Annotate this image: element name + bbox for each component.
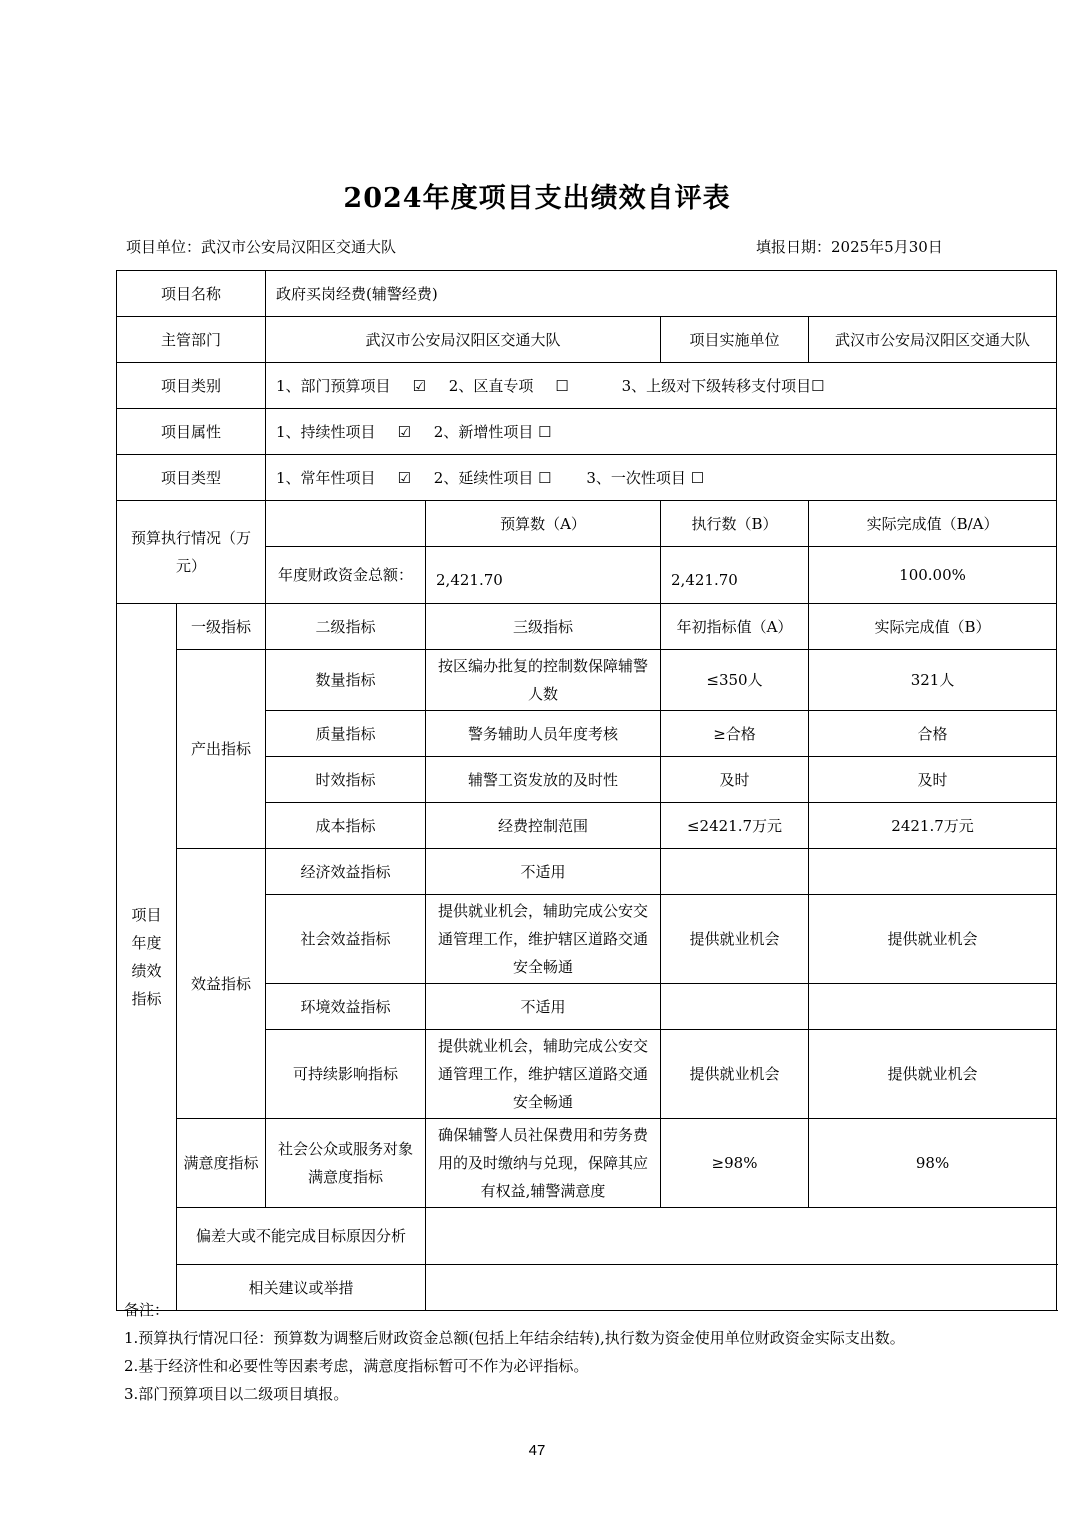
notes-section [124, 1296, 905, 1408]
table-row [117, 849, 1057, 895]
table-row [117, 1119, 1057, 1208]
checkbox-checked-icon: ☑ [412, 376, 427, 395]
actual-cell: 提供就业机会 [809, 1030, 1057, 1119]
attribute-opt2: 2、新增性项目 [433, 422, 534, 441]
indicator-side-label: 项目年度绩效指标 [117, 604, 177, 1311]
level2-cell: 时效指标 [266, 757, 426, 803]
impl-unit-label: 项目实施单位 [661, 317, 809, 363]
level3-cell: 不适用 [426, 849, 661, 895]
level2-cell: 数量指标 [266, 650, 426, 711]
budget-col-header: 预算数（A） [426, 501, 661, 547]
exec-value-cell [661, 547, 809, 604]
report-date-label: 填报日期：2025年5月30日 [756, 238, 943, 256]
rate-col-header: 实际完成值（B/A） [809, 501, 1057, 547]
dept-value: 武汉市公安局汉阳区交通大队 [266, 317, 661, 363]
type-opt1: 1、常年性项目 [276, 468, 376, 487]
type-label: 项目类型 [117, 455, 266, 501]
level2-header: 二级指标 [266, 604, 426, 650]
dept-row [117, 317, 1057, 363]
rate-value: 100.00% [809, 547, 1057, 604]
output-indicator-label: 产出指标 [177, 650, 266, 849]
attribute-row [117, 409, 1057, 455]
level3-cell: 经费控制范围 [426, 803, 661, 849]
benefit-indicator-label: 效益指标 [177, 849, 266, 1119]
level3-header: 三级指标 [426, 604, 661, 650]
budget-value-cell [426, 547, 661, 604]
actual-cell: 提供就业机会 [809, 895, 1057, 984]
actual-cell [809, 849, 1057, 895]
checkbox-checked-icon: ☑ [397, 468, 412, 487]
type-row [117, 455, 1057, 501]
exec-col-header: 执行数（B） [661, 501, 809, 547]
checkbox-checked-icon: ☑ [397, 422, 412, 441]
category-row [117, 363, 1057, 409]
target-cell: 及时 [661, 757, 809, 803]
target-header: 年初指标值（A） [661, 604, 809, 650]
type-opt2: 2、延续性项目 [433, 468, 534, 487]
deviation-row [117, 1208, 1057, 1265]
dept-label: 主管部门 [117, 317, 266, 363]
actual-cell [809, 984, 1057, 1030]
level2-cell: 社会公众或服务对象满意度指标 [266, 1119, 426, 1208]
level2-cell: 环境效益指标 [266, 984, 426, 1030]
budget-header-row [117, 501, 1057, 547]
actual-cell: 及时 [809, 757, 1057, 803]
note-item: 3.部门预算项目以二级项目填报。 [124, 1385, 349, 1403]
satisfaction-indicator-label: 满意度指标 [177, 1119, 266, 1208]
actual-cell: 2421.7万元 [809, 803, 1057, 849]
type-opt3: 3、一次性项目 [586, 468, 686, 487]
category-options [266, 363, 1057, 409]
note-item: 1.预算执行情况口径：预算数为调整后财政资金总额(包括上年结余结转),执行数为资金使用单位财政资金实际支出数。 [124, 1329, 905, 1347]
level3-cell: 提供就业机会，辅助完成公安交通管理工作，维护辖区道路交通安全畅通 [426, 1030, 661, 1119]
budget-row-label: 年度财政资金总额： [266, 547, 426, 604]
project-name-value: 政府买岗经费(辅警经费) [266, 271, 1057, 317]
checkbox-empty-icon: ☐ [555, 376, 569, 395]
impl-unit-value: 武汉市公安局汉阳区交通大队 [809, 317, 1057, 363]
page-number: 47 [528, 1442, 546, 1459]
target-cell [661, 984, 809, 1030]
level2-cell: 可持续影响指标 [266, 1030, 426, 1119]
type-options [266, 455, 1057, 501]
actual-cell: 321人 [809, 650, 1057, 711]
level3-cell: 按区编办批复的控制数保障辅警人数 [426, 650, 661, 711]
category-opt1: 1、部门预算项目 [276, 376, 391, 395]
target-cell: 提供就业机会 [661, 895, 809, 984]
level1-header: 一级指标 [177, 604, 266, 650]
level2-cell: 经济效益指标 [266, 849, 426, 895]
page-title: 2024年度项目支出绩效自评表 [343, 183, 731, 214]
project-unit-label: 项目单位：武汉市公安局汉阳区交通大队 [126, 238, 397, 256]
target-cell: 提供就业机会 [661, 1030, 809, 1119]
level3-cell: 不适用 [426, 984, 661, 1030]
project-name-row [117, 271, 1057, 317]
performance-table [116, 270, 1057, 1311]
budget-value: 2,421.70 [436, 571, 503, 589]
indicator-header-row [117, 604, 1057, 650]
category-opt3: 3、上级对下级转移支付项目☐ [621, 376, 825, 395]
level3-cell: 提供就业机会，辅助完成公安交通管理工作，维护辖区道路交通安全畅通 [426, 895, 661, 984]
target-cell: ≤350人 [661, 650, 809, 711]
checkbox-empty-icon: ☐ [538, 422, 552, 441]
notes-heading: 备注： [124, 1301, 170, 1319]
checkbox-empty-icon: ☐ [538, 468, 552, 487]
table-row [117, 650, 1057, 711]
note-item: 2.基于经济性和必要性等因素考虑，满意度指标暂可不作为必评指标。 [124, 1357, 589, 1375]
attribute-label: 项目属性 [117, 409, 266, 455]
target-cell [661, 849, 809, 895]
actual-cell: 合格 [809, 711, 1057, 757]
project-name-label: 项目名称 [117, 271, 266, 317]
level2-cell: 成本指标 [266, 803, 426, 849]
actual-header: 实际完成值（B） [809, 604, 1057, 650]
attribute-opt1: 1、持续性项目 [276, 422, 376, 441]
budget-blank-cell [266, 501, 426, 547]
budget-label: 预算执行情况（万元） [117, 501, 266, 604]
level3-cell: 确保辅警人员社保费用和劳务费用的及时缴纳与兑现，保障其应有权益,辅警满意度 [426, 1119, 661, 1208]
target-cell: ≥合格 [661, 711, 809, 757]
exec-value: 2,421.70 [671, 571, 738, 589]
level2-cell: 质量指标 [266, 711, 426, 757]
attribute-options [266, 409, 1057, 455]
category-opt2: 2、区直专项 [448, 376, 534, 395]
suggestion-label: 相关建议或举措 [177, 1265, 426, 1311]
category-label: 项目类别 [117, 363, 266, 409]
level3-cell: 辅警工资发放的及时性 [426, 757, 661, 803]
target-cell: ≤2421.7万元 [661, 803, 809, 849]
actual-cell: 98% [809, 1119, 1057, 1208]
level2-cell: 社会效益指标 [266, 895, 426, 984]
checkbox-empty-icon: ☐ [690, 468, 705, 487]
level3-cell: 警务辅助人员年度考核 [426, 711, 661, 757]
deviation-value [426, 1208, 1057, 1265]
target-cell: ≥98% [661, 1119, 809, 1208]
deviation-label: 偏差大或不能完成目标原因分析 [177, 1208, 426, 1265]
